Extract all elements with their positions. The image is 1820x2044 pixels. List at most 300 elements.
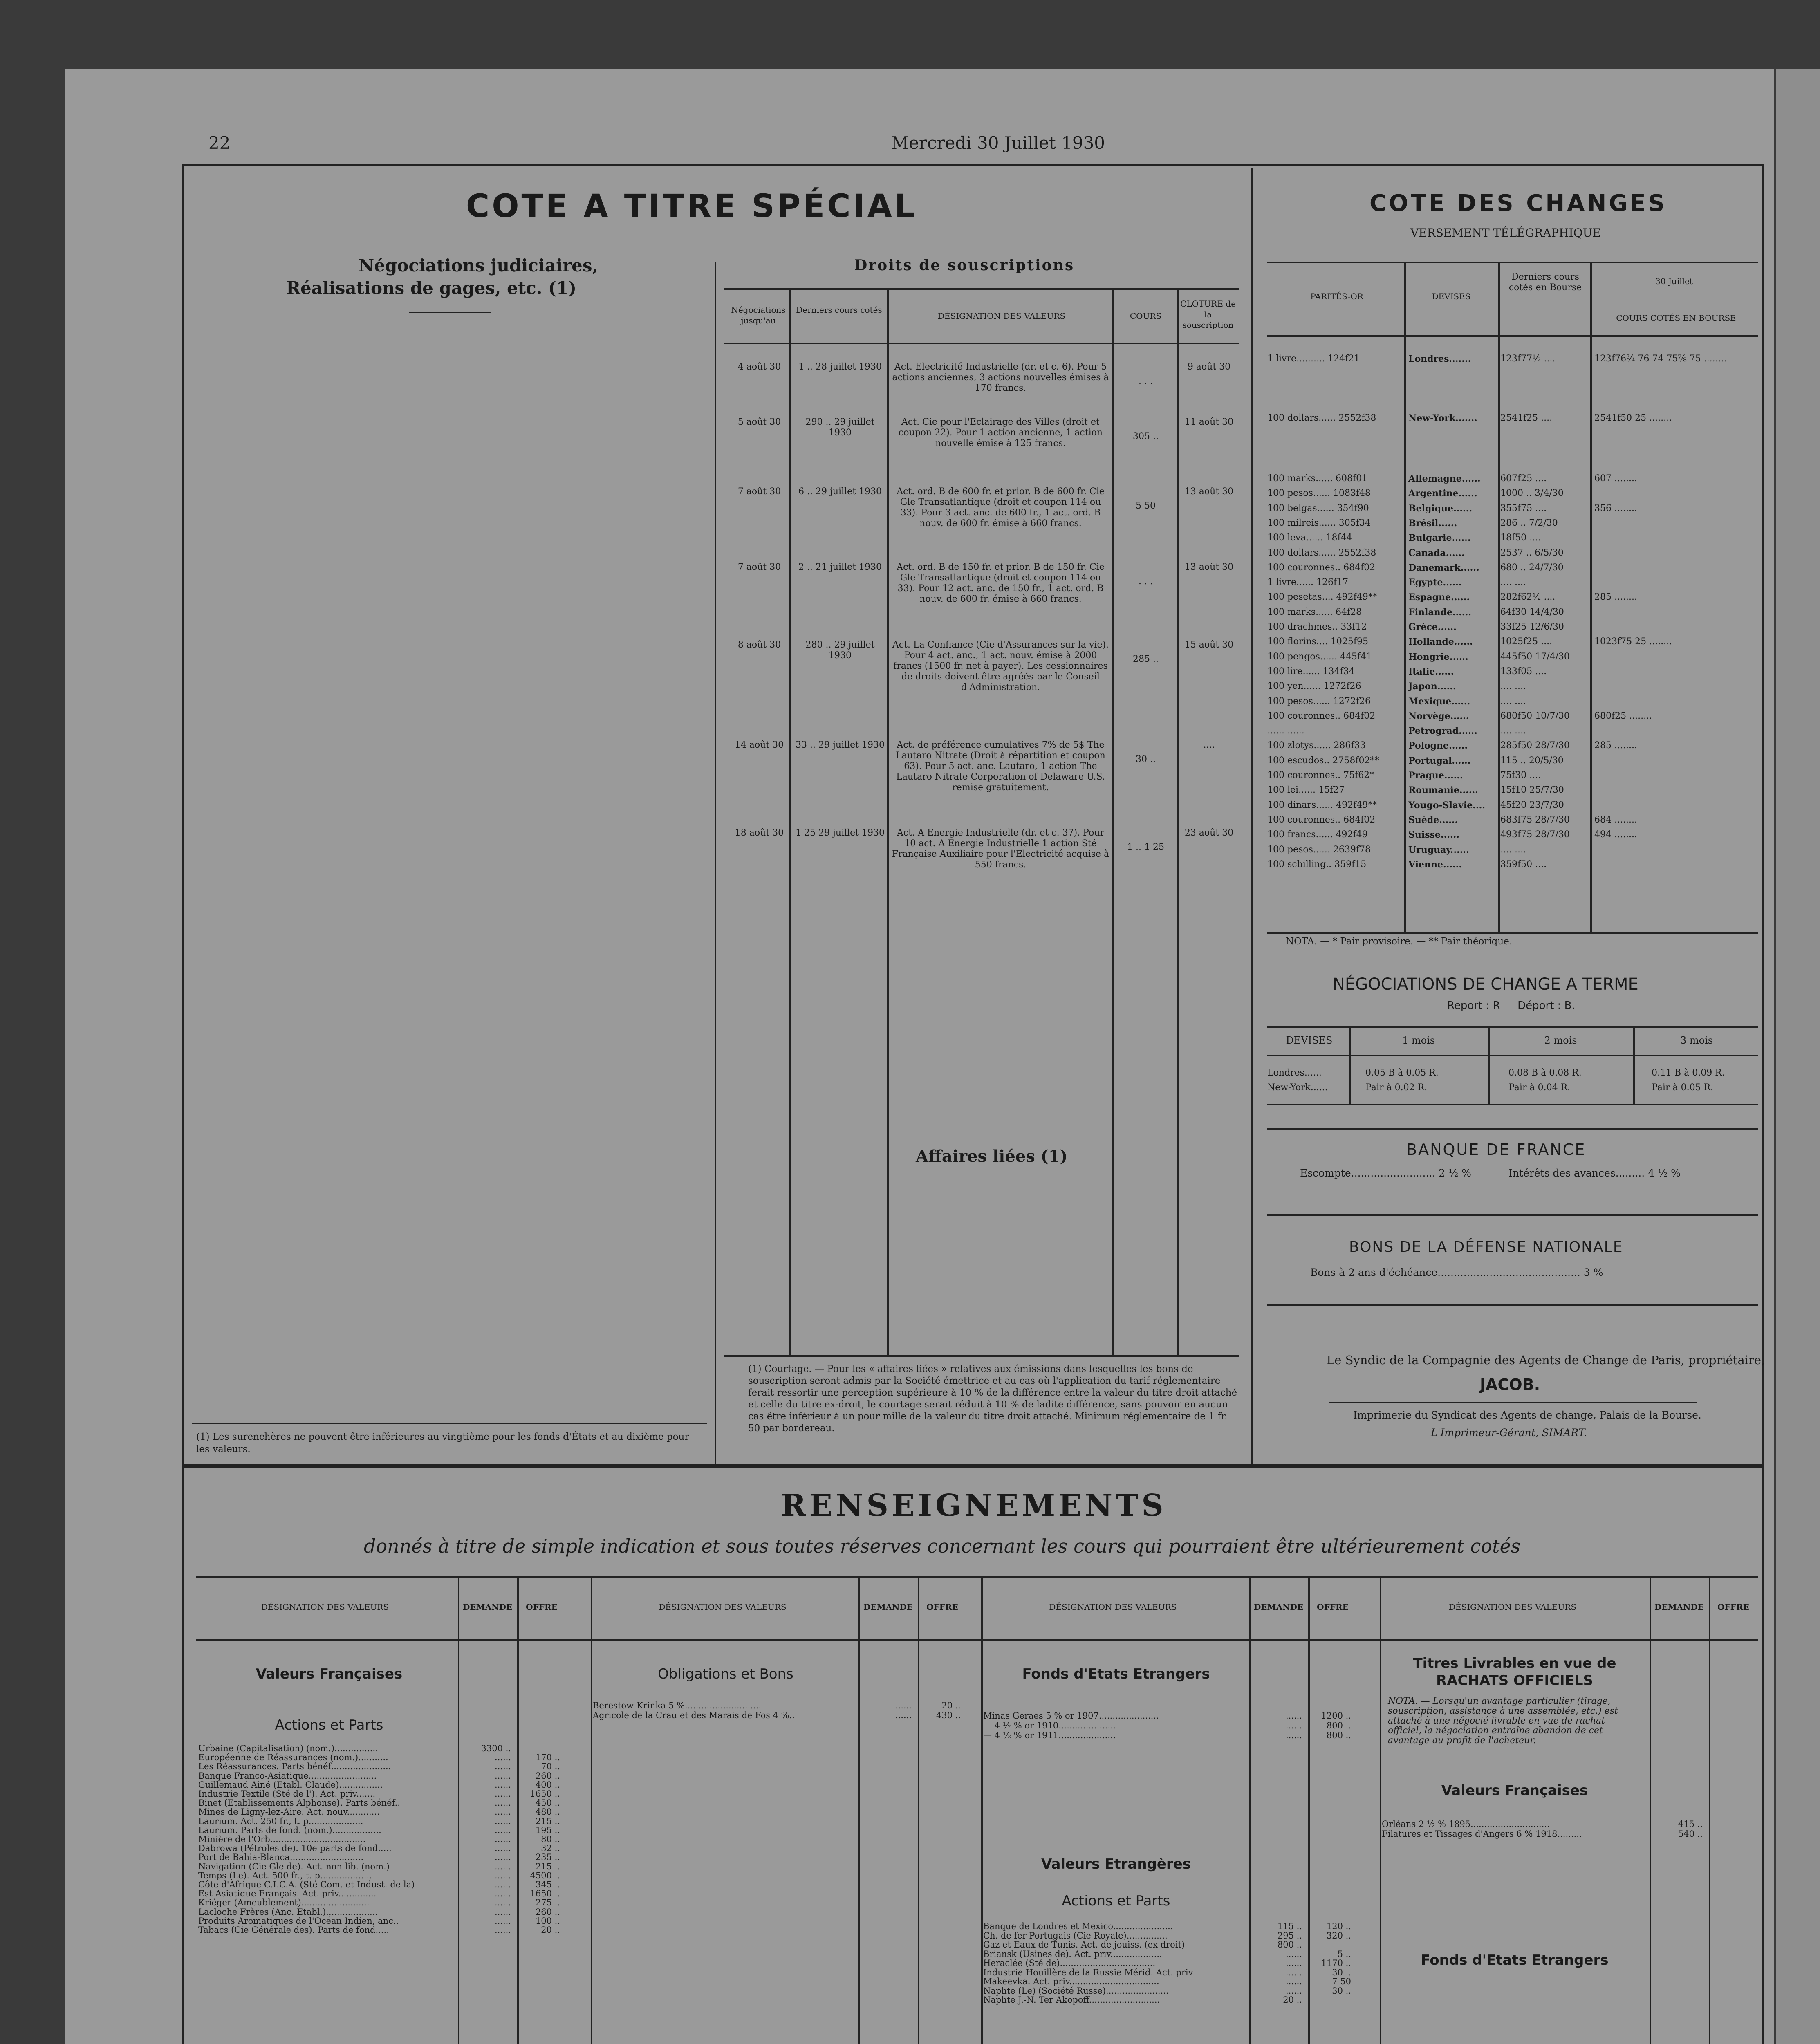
terme-th-m2: 2 mois [1544, 1035, 1577, 1046]
droits-cours: . . . [1139, 576, 1153, 587]
droits-des: Act. La Confiance (Cie d'Assurances sur la vie). Pour 4 act. anc., 1 act. nouv. émise à 2000 francs (1500 fr. net à payer). Les cessionnaires de droits doivent être agréés par le Conseil d'Administration. [892, 640, 1109, 693]
changes-nota: NOTA. — * Pair provisoire. — ** Pair théorique. [1286, 936, 1513, 947]
droits-des: Act. A Energie Industrielle (dr. et c. 37). Pour 10 act. A Energie Industrielle 1 action Sté Française Auxiliaire pour l'Electricité acquise à 550 francs. [892, 828, 1109, 870]
changes-parite: ...... ...... [1267, 726, 1304, 736]
changes-parite: 100 pesetas.... 492f49** [1267, 592, 1377, 602]
rens-dem-divider [1650, 1576, 1651, 2044]
rens-valeur: Gaz et Eaux de Tunis. Act. de jouiss. (ex-droit) [983, 1940, 1185, 1950]
terme-title: NÉGOCIATIONS DE CHANGE A TERME [1333, 975, 1638, 994]
rens-demande: ...... [494, 1898, 511, 1907]
changes-devise: Japon...... [1408, 681, 1456, 692]
changes-cours: 2541f50 25 ........ [1594, 413, 1672, 423]
rens-demande: ...... [494, 1816, 511, 1826]
changes-parite: 100 pengos...... 445f41 [1267, 652, 1372, 662]
changes-dernier: 33f25 12/6/30 [1500, 622, 1564, 632]
changes-dernier: 75f30 .... [1500, 770, 1541, 780]
left-note-rule [192, 1423, 707, 1424]
droits-neg: 8 août 30 [737, 640, 781, 650]
rens-valeur: Navigation (Cie Gle de). Act. non lib. (nom.) [198, 1862, 390, 1871]
rens-offre: 20 .. [941, 1701, 961, 1710]
rens-valeur: Les Réassurances. Parts bénéf...................... [198, 1762, 391, 1771]
left-heading-rule [409, 312, 491, 313]
rens-off-divider [1709, 1576, 1710, 2044]
changes-dernier: 282f62½ .... [1500, 592, 1556, 602]
changes-devise: Petrograd...... [1408, 726, 1477, 736]
droits-der: 1 .. 28 juillet 1930 [798, 362, 882, 372]
changes-dernier: 2541f25 .... [1500, 413, 1553, 423]
rens-demande: 115 .. [1277, 1921, 1302, 1931]
terme-m2: 0.08 B à 0.08 R. [1508, 1068, 1582, 1078]
changes-dernier: 286 .. 7/2/30 [1500, 518, 1558, 528]
rens-demande: ...... [494, 1871, 511, 1880]
rens-valeur: Laurium. Act. 250 fr., t. p.................... [198, 1816, 363, 1826]
changes-dernier: .... .... [1500, 696, 1526, 706]
droits-clot: 23 août 30 [1184, 828, 1234, 838]
changes-cours: 1023f75 25 ........ [1594, 637, 1672, 647]
rens-offre: 30 .. [1332, 1986, 1351, 1996]
terme-devise: New-York...... [1267, 1083, 1328, 1093]
rens-th-des: DÉSIGNATION DES VALEURS [659, 1602, 787, 1612]
changes-dernier: 2537 .. 6/5/30 [1500, 548, 1564, 558]
rens-dem-divider [458, 1576, 459, 2044]
rens-offre: 400 .. [535, 1780, 560, 1790]
rens-offre: 20 .. [541, 1925, 560, 1935]
changes-dernier: 64f30 14/4/30 [1500, 607, 1564, 617]
changes-dernier: 445f50 17/4/30 [1500, 652, 1570, 662]
changes-parite: 100 dollars...... 2552f38 [1267, 413, 1376, 423]
rens-valeur: Port de Bahia-Blanca........................... [198, 1852, 364, 1862]
droits-col3 [1112, 288, 1114, 1355]
rens-demande: ...... [494, 1907, 511, 1917]
changes-dernier: 493f75 28/7/30 [1500, 829, 1570, 840]
changes-devise: Roumanie...... [1408, 785, 1478, 796]
droits-th-neg: Négociations jusqu'au [731, 305, 786, 325]
droits-des: Act. ord. B de 150 fr. et prior. B de 150 fr. Cie Gle Transatlantique (droit et coupon 114 ou 33). Pour 12 act. anc. de 150 fr., 1 act. ord. B nouv. de 600 fr. émise à 660 francs. [897, 562, 1105, 604]
changes-dernier: 607f25 .... [1500, 473, 1547, 484]
changes-parite: 100 drachmes.. 33f12 [1267, 622, 1367, 632]
changes-parite: 100 florins.... 1025f95 [1267, 637, 1369, 647]
rens-demande: ...... [494, 1753, 511, 1762]
rens-demande: ...... [895, 1701, 912, 1710]
changes-devise: Italie...... [1408, 666, 1454, 677]
rens-col3-section2: Valeurs Etrangères [1041, 1856, 1191, 1872]
droits-cours: 5 50 [1136, 501, 1156, 511]
droits-title: Droits de souscriptions [854, 257, 1075, 274]
terme-m2: Pair à 0.04 R. [1508, 1083, 1571, 1093]
droits-cours: 285 .. [1133, 654, 1159, 664]
changes-parite: 100 yen...... 1272f26 [1267, 681, 1361, 691]
changes-dernier: 680 .. 24/7/30 [1500, 563, 1564, 573]
rens-demande: 3300 .. [481, 1744, 511, 1753]
terme-m3: Pair à 0.05 R. [1652, 1083, 1714, 1093]
affaires-liees: Affaires liées (1) [916, 1147, 1068, 1166]
rens-offre: 800 .. [1326, 1721, 1351, 1730]
droits-cours: 30 .. [1136, 754, 1156, 764]
rens-top-rule [196, 1576, 1758, 1578]
droits-col4 [1177, 288, 1179, 1355]
rens-valeur: Berestow-Krinka 5 %............................ [593, 1701, 762, 1710]
changes-parite: 100 marks...... 64f28 [1267, 607, 1362, 617]
droits-bottom-rule [724, 1355, 1239, 1357]
rens-demande: ...... [494, 1889, 511, 1898]
rens-col4-sub1: Valeurs Françaises [1441, 1782, 1588, 1799]
rens-off-divider [1308, 1576, 1310, 2044]
rens-th-off: OFFRE [526, 1602, 558, 1612]
changes-top-rule [1267, 262, 1758, 263]
droits-des: Act. Electricité Industrielle (dr. et c. 6). Pour 5 actions anciennes, 3 actions nouvelles émises à 170 francs. [892, 362, 1109, 393]
renseignements-subtitle: donnés à titre de simple indication et sous toutes réserves concernant les cours qui pourraient être ultérieurement cotés [364, 1535, 1521, 1557]
changes-cours: 356 ........ [1594, 503, 1637, 513]
rens-col1-section: Valeurs Françaises [256, 1666, 403, 1682]
droits-col1 [789, 288, 791, 1355]
rens-valeur: Orléans 2 ½ % 1895............................. [1382, 1819, 1550, 1829]
rens-demande: ...... [1285, 1958, 1302, 1968]
changes-dernier: 15f10 25/7/30 [1500, 785, 1564, 795]
droits-der: 1 25 29 juillet 1930 [796, 828, 885, 838]
rens-th-off: OFFRE [926, 1602, 958, 1612]
rens-demande: 540 .. [1678, 1829, 1703, 1839]
droits-clot: 15 août 30 [1184, 640, 1234, 650]
rens-offre: 1650 .. [530, 1889, 560, 1898]
changes-devise: Norvège...... [1408, 711, 1469, 722]
changes-parite: 100 milreis...... 305f34 [1267, 518, 1371, 528]
terme-devise: Londres...... [1267, 1068, 1322, 1078]
changes-parite: 100 marks...... 608f01 [1267, 473, 1368, 484]
rens-th-dem: DEMANDE [462, 1602, 513, 1612]
terme-th-dev: DEVISES [1286, 1035, 1333, 1046]
changes-th-par: PARITÉS-OR [1310, 291, 1363, 301]
banque-escompte: Escompte.......................... 2 ½ % [1300, 1167, 1472, 1179]
droits-th-clot: CLOTURE de la souscription [1180, 299, 1236, 330]
rens-offre: 260 .. [535, 1907, 560, 1917]
droits-des: Act. de préférence cumulatives 7% de 5$ The Lautaro Nitrate (Droit à répartition et coupon 63). Pour 5 act. anc. Lautaro, 1 action The Lautaro Nitrate Corporation of Delaware U.S. remise gratuitement. [896, 740, 1105, 793]
rens-demande: ...... [494, 1862, 511, 1871]
changes-devise: Suède...... [1408, 815, 1458, 825]
rens-offre: 320 .. [1326, 1931, 1351, 1941]
rens-demande: ...... [494, 1789, 511, 1799]
rens-valeur: Banque de Londres et Mexico...................... [983, 1921, 1173, 1931]
changes-dernier: 1025f25 .... [1500, 637, 1553, 647]
droits-top-rule [724, 288, 1239, 290]
changes-devise: Vienne...... [1408, 859, 1462, 870]
changes-parite: 100 leva...... 18f44 [1267, 533, 1352, 543]
changes-dernier: .... .... [1500, 681, 1526, 691]
changes-parite: 100 schilling.. 359f15 [1267, 859, 1367, 870]
changes-cours: 285 ........ [1594, 740, 1637, 751]
rens-valeur: Heraclée (Sté de)................................... [983, 1958, 1156, 1968]
changes-devise: Portugal...... [1408, 755, 1471, 766]
terme-col1 [1349, 1026, 1351, 1104]
rens-offre: 1650 .. [530, 1789, 560, 1799]
rens-offre: 170 .. [535, 1753, 560, 1762]
terme-head-rule [1267, 1055, 1758, 1056]
changes-dernier: 1000 .. 3/4/30 [1500, 488, 1564, 498]
rens-th-des: DÉSIGNATION DES VALEURS [1448, 1602, 1577, 1612]
changes-parite: 100 lei...... 15f27 [1267, 785, 1345, 795]
syndic-rule [1329, 1402, 1697, 1403]
changes-cours: 607 ........ [1594, 473, 1637, 484]
rens-valeur: Kriéger (Ameublement)......................... [198, 1898, 370, 1907]
courtage-note: (1) Courtage. — Pour les « affaires liées » relatives aux émissions dans lesquelles les bons de souscription seront admis par la Société émettrice et au cas où l'application du tarif réglementaire ferait ressortir une perception supérieure à 10 % de la différence entre la valeur du titre droit attaché et celle du titre ex-droit, le courtage serait réduit à 10 % de ladite différence, sans pouvoir en aucun cas être inférieur à un pour mille de la valeur du titre droit attaché. Minimum réglementaire de 1 fr. 50 par bordereau. [748, 1364, 1237, 1434]
rens-valeur: Européenne de Réassurances (nom.)........... [198, 1753, 388, 1762]
changes-bottom-rule [1267, 932, 1758, 934]
changes-cours: 494 ........ [1594, 829, 1637, 840]
changes-parite: 1 livre.......... 124f21 [1267, 354, 1360, 364]
rens-off-divider [918, 1576, 919, 2044]
rens-valeur: Agricole de la Crau et des Marais de Fos 4 %.. [593, 1710, 795, 1720]
rens-valeur: Filatures et Tissages d'Angers 6 % 1918......... [1382, 1829, 1582, 1839]
rens-demande: ...... [1285, 1968, 1302, 1977]
banque-title: BANQUE DE FRANCE [1406, 1141, 1586, 1159]
rens-valeur: Briansk (Usines de). Act. priv................... [983, 1949, 1162, 1959]
rens-offre: 800 .. [1326, 1730, 1351, 1740]
rens-offre: 480 .. [535, 1807, 560, 1817]
rens-dem-divider [1249, 1576, 1251, 2044]
cote-title: COTE A TITRE SPÉCIAL [466, 188, 917, 225]
terme-m3: 0.11 B à 0.09 R. [1652, 1068, 1725, 1078]
droits-clot: .... [1203, 740, 1215, 750]
droits-clot: 9 août 30 [1187, 362, 1231, 372]
terme-col3 [1633, 1026, 1635, 1104]
changes-parite: 1 livre...... 126f17 [1267, 577, 1349, 587]
changes-devise: Mexique...... [1408, 696, 1470, 707]
changes-cours: 684 ........ [1594, 815, 1637, 825]
droits-cours: . . . [1139, 376, 1153, 386]
droits-th-cours: COURS [1130, 311, 1162, 321]
rens-col-divider [591, 1576, 592, 2044]
rens-demande: ...... [1285, 1730, 1302, 1740]
changes-dernier: 123f77½ .... [1500, 354, 1556, 364]
rens-offre: 215 .. [535, 1862, 560, 1871]
rens-demande: ...... [1285, 1986, 1302, 1996]
droits-neg: 5 août 30 [737, 417, 781, 427]
rens-offre: 345 .. [535, 1880, 560, 1889]
rens-valeur: Dabrowa (Pétroles de). 10e parts de fond..... [198, 1843, 392, 1853]
rens-head-rule [196, 1639, 1758, 1641]
terme-th-m1: 1 mois [1402, 1035, 1435, 1046]
droits-neg: 4 août 30 [737, 362, 781, 372]
changes-subtitle: VERSEMENT TÉLÉGRAPHIQUE [1410, 226, 1601, 240]
rens-valeur: Makeevka. Act. priv................................. [983, 1977, 1159, 1986]
rens-offre: 30 .. [1332, 1968, 1351, 1977]
rens-demande: ...... [1285, 1711, 1302, 1721]
changes-devise: Hollande...... [1408, 637, 1473, 647]
droits-der: 290 .. 29 juillet 1930 [805, 417, 875, 438]
changes-dernier: 355f75 .... [1500, 503, 1547, 513]
changes-dernier: 680f50 10/7/30 [1500, 711, 1570, 721]
rens-demande: ...... [895, 1710, 912, 1720]
changes-devise: Prague...... [1408, 770, 1463, 781]
changes-devise: New-York....... [1408, 413, 1477, 424]
divider-changes [1251, 168, 1253, 1464]
renseignements-title: RENSEIGNEMENTS [781, 1488, 1167, 1523]
changes-parite: 100 escudos.. 2758f02** [1267, 755, 1379, 766]
rens-valeur: — 4 ½ % or 1910..................... [983, 1721, 1116, 1730]
droits-cours: 1 .. 1 25 [1127, 842, 1164, 852]
changes-parite: 100 francs...... 492f49 [1267, 829, 1368, 840]
changes-parite: 100 couronnes.. 75f62* [1267, 770, 1374, 780]
rens-valeur: Naphte J.-N. Ter Akopoff.......................... [983, 1995, 1160, 2005]
rens-valeur: Industrie Textile (Sté de l'). Act. priv....... [198, 1789, 376, 1799]
changes-col3 [1590, 262, 1592, 932]
rens-th-off: OFFRE [1317, 1602, 1349, 1612]
rens-demande: ...... [494, 1825, 511, 1835]
rens-offre: 235 .. [535, 1852, 560, 1862]
changes-devise: Canada...... [1408, 548, 1465, 558]
rens-valeur: Tabacs (Cie Générale des). Parts de fond..... [198, 1925, 389, 1935]
rens-offre: 7 50 [1332, 1977, 1351, 1986]
droits-cours: 305 .. [1133, 431, 1159, 442]
bons-bottom-rule [1267, 1304, 1758, 1306]
droits-clot: 13 août 30 [1184, 486, 1234, 497]
changes-cours: 123f76¾ 76 74 75⅞ 75 ........ [1594, 354, 1727, 364]
terme-th-m3: 3 mois [1680, 1035, 1713, 1046]
rens-valeur: Ch. de fer Portugais (Cie Royale)............... [983, 1931, 1168, 1941]
rens-demande: 20 .. [1283, 1995, 1302, 2005]
rens-valeur: Est-Asiatique Français. Act. priv.............. [198, 1889, 377, 1898]
rens-col-divider [981, 1576, 983, 2044]
changes-parite: 100 dollars...... 2552f38 [1267, 548, 1376, 558]
changes-devise: Egypte...... [1408, 577, 1462, 588]
droits-neg: 7 août 30 [737, 562, 781, 572]
rens-demande: ...... [494, 1762, 511, 1771]
rens-col1-sub: Actions et Parts [275, 1717, 383, 1733]
rens-valeur: Naphte (Le) (Société Russe)....................... [983, 1986, 1169, 1996]
rens-demande: ...... [494, 1834, 511, 1844]
banque-rule [1267, 1128, 1758, 1130]
droits-der: 33 .. 29 juillet 1930 [796, 740, 885, 750]
changes-parite: 100 couronnes.. 684f02 [1267, 711, 1376, 721]
rens-valeur: Mines de Ligny-lez-Aire. Act. nouv............ [198, 1807, 380, 1817]
rens-th-des: DÉSIGNATION DES VALEURS [261, 1602, 389, 1612]
droits-clot: 11 août 30 [1184, 417, 1234, 427]
rens-offre: 260 .. [535, 1771, 560, 1781]
droits-th-der: Derniers cours cotés [796, 305, 882, 315]
rens-col3-sub2: Actions et Parts [1062, 1893, 1170, 1909]
left-heading-2: Réalisations de gages, etc. (1) [286, 278, 576, 298]
banque-interets: Intérêts des avances......... 4 ½ % [1508, 1167, 1681, 1179]
terme-subtitle: Report : R — Déport : B. [1447, 1000, 1575, 1012]
droits-th-des: DÉSIGNATION DES VALEURS [937, 311, 1066, 321]
changes-parite: 100 pesos...... 2639f78 [1267, 845, 1371, 855]
changes-parite: 100 couronnes.. 684f02 [1267, 563, 1376, 573]
rens-demande: ...... [494, 1880, 511, 1889]
rens-valeur: Minière de l'Orb................................... [198, 1834, 366, 1844]
rens-valeur: — 4 ½ % or 1911..................... [983, 1730, 1116, 1740]
rens-offre: 430 .. [936, 1710, 961, 1720]
rens-offre: 275 .. [535, 1898, 560, 1907]
rens-valeur: Temps (Le). Act. 500 fr., t. p................... [198, 1871, 372, 1880]
droits-head-rule [724, 343, 1239, 344]
droits-der: 2 .. 21 juillet 1930 [798, 562, 882, 572]
changes-devise: Hongrie...... [1408, 652, 1468, 662]
changes-col1 [1404, 262, 1406, 932]
droits-neg: 14 août 30 [735, 740, 784, 750]
rens-th-des: DÉSIGNATION DES VALEURS [1049, 1602, 1177, 1612]
rens-col4-nota: NOTA. — Lorsqu'un avantage particulier (tirage, souscription, assistance à une assemblée, etc.) est attaché à une négocié livrable en vue de rachat officiel, la négociation entraîne abandon de cet avantage au profit de l'acheteur. [1388, 1696, 1618, 1746]
rens-valeur: Laurium. Parts de fond. (nom.).................. [198, 1825, 381, 1835]
terme-m1: Pair à 0.02 R. [1365, 1083, 1428, 1093]
changes-col2 [1498, 262, 1500, 932]
droits-neg: 7 août 30 [737, 486, 781, 497]
droits-der: 280 .. 29 juillet 1930 [805, 640, 875, 661]
rens-valeur: Banque Franco-Asiatique......................... [198, 1771, 377, 1781]
rens-valeur: Lacloche Frères (Anc. Etabl.)................... [198, 1907, 378, 1917]
rens-offre: 4500 .. [530, 1871, 560, 1880]
changes-dernier: 683f75 28/7/30 [1500, 815, 1570, 825]
changes-dernier: .... .... [1500, 845, 1526, 855]
syndic-line2: Imprimerie du Syndicat des Agents de change, Palais de la Bourse. [1353, 1409, 1701, 1421]
bons-line: Bons à 2 ans d'échéance............................................ 3 % [1310, 1266, 1603, 1278]
rens-demande: ...... [494, 1852, 511, 1862]
rens-col3-section1: Fonds d'Etats Etrangers [1022, 1666, 1210, 1682]
changes-th-der: Derniers cours cotés en Bourse [1508, 272, 1582, 293]
rens-offre: 1170 .. [1321, 1958, 1351, 1968]
changes-devise: Allemagne...... [1408, 473, 1481, 484]
rens-col4-section: Titres Livrables en vue de RACHATS OFFICIELS [1413, 1655, 1616, 1689]
changes-head-rule [1267, 335, 1758, 337]
rens-offre: 1200 .. [1321, 1711, 1351, 1721]
changes-dernier: 359f50 .... [1500, 859, 1547, 870]
droits-der: 6 .. 29 juillet 1930 [798, 486, 882, 497]
changes-dernier: .... .... [1500, 726, 1526, 736]
droits-des: Act. Cie pour l'Eclairage des Villes (droit et coupon 22). Pour 1 action ancienne, 1 action nouvelle émise à 125 francs. [898, 417, 1103, 448]
changes-parite: 100 pesos...... 1272f26 [1267, 696, 1371, 706]
rens-offre: 5 .. [1337, 1949, 1351, 1959]
changes-dernier: 285f50 28/7/30 [1500, 740, 1570, 751]
rens-demande: ...... [494, 1916, 511, 1926]
changes-devise: Suisse...... [1408, 829, 1459, 840]
rens-valeur: Minas Geraes 5 % or 1907...................... [983, 1711, 1159, 1721]
changes-dernier: 45f20 23/7/30 [1500, 800, 1564, 810]
changes-dernier: .... .... [1500, 577, 1526, 587]
syndic-line1: Le Syndic de la Compagnie des Agents de Change de Paris, propriétaire, [1327, 1353, 1765, 1367]
changes-devise: Danemark...... [1408, 563, 1479, 573]
changes-devise: Uruguay...... [1408, 845, 1469, 855]
changes-parite: 100 dinars...... 492f49** [1267, 800, 1377, 810]
rens-offre: 70 .. [541, 1762, 560, 1771]
terme-col2 [1488, 1026, 1490, 1104]
rens-col-divider [1380, 1576, 1381, 2044]
rens-offre: 120 .. [1326, 1921, 1351, 1931]
left-heading-1: Négociations judiciaires, [358, 256, 598, 276]
rens-demande: ...... [1285, 1721, 1302, 1730]
changes-devise: Argentine...... [1408, 488, 1477, 499]
rens-valeur: Urbaine (Capitalisation) (nom.)................ [198, 1744, 378, 1753]
rens-valeur: Guillemaud Ainé (Etabl. Claude)................ [198, 1780, 383, 1790]
changes-parite: 100 couronnes.. 684f02 [1267, 815, 1376, 825]
left-note: (1) Les surenchères ne pouvent être inférieures au vingtième pour les fonds d'États et au dixième pour les valeurs. [196, 1432, 689, 1455]
changes-devise: Finlande...... [1408, 607, 1471, 618]
rens-th-dem: DEMANDE [1654, 1602, 1704, 1612]
rens-demande: ...... [1285, 1977, 1302, 1986]
changes-parite: 100 belgas...... 354f90 [1267, 503, 1369, 513]
rens-th-off: OFFRE [1717, 1602, 1749, 1612]
rens-offre: 32 .. [541, 1843, 560, 1853]
terme-bottom-rule [1267, 1104, 1758, 1105]
droits-des: Act. ord. B de 600 fr. et prior. B de 600 fr. Cie Gle Transatlantique (droit et coupon 114 ou 33). Pour 3 act. anc. de 600 fr., 1 act. ord. B nouv. de 600 fr. émise à 660 francs. [897, 486, 1105, 529]
page-number: 22 [208, 133, 231, 153]
changes-th-date: 30 Juillet [1655, 276, 1693, 286]
rens-demande: ...... [494, 1780, 511, 1790]
rens-offre: 100 .. [535, 1916, 560, 1926]
rens-dem-divider [858, 1576, 860, 2044]
changes-devise: Yougo-Slavie.... [1408, 800, 1485, 811]
changes-th-cours: COURS COTÉS EN BOURSE [1616, 313, 1736, 323]
rens-offre: 215 .. [535, 1816, 560, 1826]
rens-th-dem: DEMANDE [1253, 1602, 1304, 1612]
changes-parite: 100 pesos...... 1083f48 [1267, 488, 1371, 498]
